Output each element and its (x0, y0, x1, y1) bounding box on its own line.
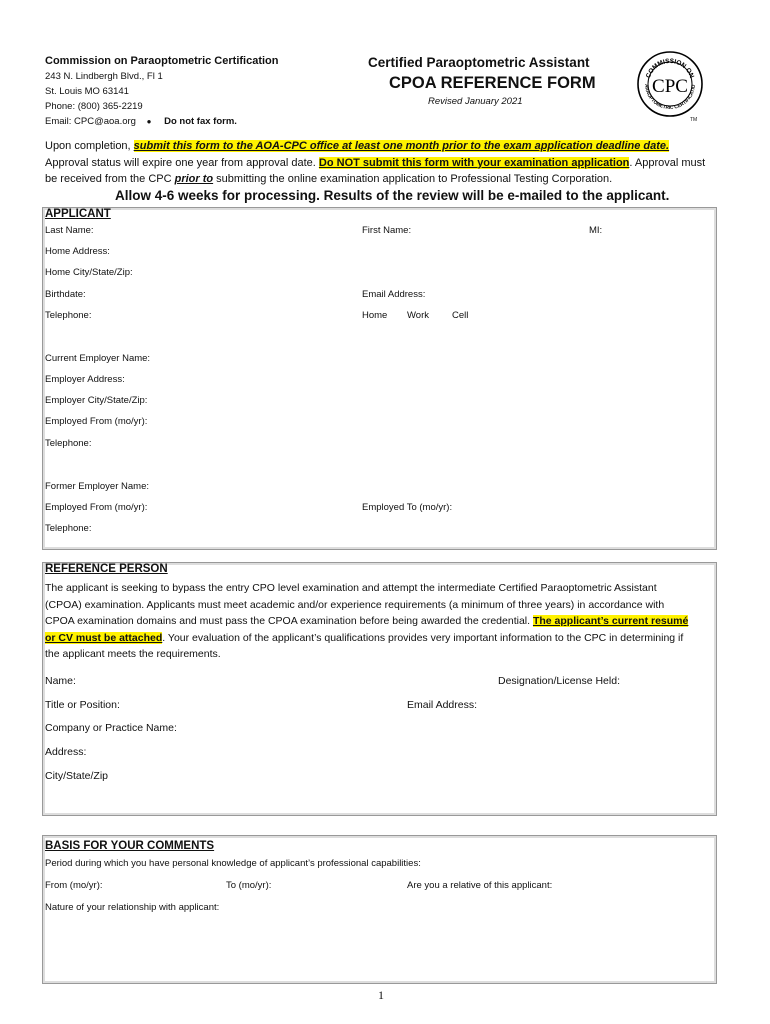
seal-bottom-text: ARAOPTOMETRIC CERTIFICATIO (642, 83, 698, 112)
employer-address-label: Employer Address: (45, 374, 125, 385)
home-address-label: Home Address: (45, 246, 110, 257)
former-telephone-label: Telephone: (45, 523, 92, 534)
from-label: From (mo/yr): (45, 880, 103, 891)
intro-text: . Approval must be received from the CPC (45, 156, 706, 185)
revised-date: Revised January 2021 (428, 96, 523, 107)
former-employed-from-label: Employed From (mo/yr): (45, 502, 148, 513)
intro-text: Upon completion, (45, 140, 134, 152)
processing-notice: Allow 4-6 weeks for processing. Results of the review will be e-mailed to the applicant. (115, 188, 670, 203)
address-line-1: 243 N. Lindbergh Blvd., Fl 1 (45, 71, 163, 82)
basis-section-title: BASIS FOR YOUR COMMENTS (45, 840, 215, 852)
employer-telephone-label: Telephone: (45, 438, 92, 449)
reference-name-label: Name: (45, 675, 76, 687)
birthdate-label: Birthdate: (45, 289, 86, 300)
reference-text: The applicant is seeking to bypass the entry CPO level examination and attempt the intermediate Certified Paraoptometric Assistant (CPOA) examination. Applicants must meet academic and/or experience requirements (a minimum of three years) in accordance with CPOA examination domains and must pass the CPOA examination before being awarded the credential. (45, 582, 665, 627)
form-title-line-2: CPOA REFERENCE FORM (389, 74, 596, 92)
relative-question-label: Are you a relative of this applicant: (407, 880, 553, 891)
reference-city-label: City/State/Zip (45, 770, 109, 782)
employer-city-label: Employer City/State/Zip: (45, 395, 148, 406)
home-city-label: Home City/State/Zip: (45, 267, 133, 278)
mi-label: MI: (589, 225, 603, 236)
applicant-section-title: APPLICANT (45, 208, 111, 220)
reference-email-label: Email Address: (407, 699, 478, 711)
intro-highlight-do-not-submit: Do NOT submit this form with your examination application (318, 156, 630, 169)
reference-address-label: Address: (45, 746, 87, 758)
page-number: 1 (378, 988, 384, 1002)
phone-line: Phone: (800) 365-2219 (45, 101, 143, 112)
knowledge-period-label: Period during which you have personal knowledge of applicant’s professional capabilities: (45, 858, 421, 869)
former-employed-to-label: Employed To (mo/yr): (362, 502, 453, 513)
first-name-label: First Name: (362, 225, 412, 236)
designation-label: Designation/License Held: (498, 675, 620, 687)
phone-type-home: Home (362, 310, 388, 321)
relationship-nature-label: Nature of your relationship with applicant: (45, 902, 220, 913)
phone-type-cell: Cell (452, 310, 469, 321)
cpc-seal-logo (637, 51, 703, 117)
intro-emphasis-prior-to: prior to (174, 173, 214, 185)
applicant-section (42, 207, 717, 550)
last-name-label: Last Name: (45, 225, 94, 236)
reference-person-section (42, 562, 717, 816)
phone-type-work: Work (407, 310, 429, 321)
organization-name: Commission on Paraoptometric Certification (45, 55, 279, 67)
form-title-line-1: Certified Paraoptometric Assistant (368, 55, 590, 70)
intro-highlight-deadline: submit this form to the AOA-CPC office at least one month prior to the exam application deadline date. (133, 140, 670, 152)
bullet-icon: ● (146, 117, 152, 126)
email-text: Email: CPC@aoa.org (45, 116, 136, 127)
no-fax-note: Do not fax form. (164, 116, 237, 127)
seal-top-text: COMMISSION ON (645, 57, 695, 80)
former-employer-label: Former Employer Name: (45, 481, 149, 492)
intro-paragraph (45, 138, 710, 188)
employed-from-label: Employed From (mo/yr): (45, 416, 148, 427)
trademark-mark: TM (690, 117, 698, 123)
telephone-label: Telephone: (45, 310, 92, 321)
current-employer-label: Current Employer Name: (45, 353, 151, 364)
email-label: Email Address: (362, 289, 426, 300)
resume-required-highlight: The applicant’s current resumé or CV must be attached (45, 615, 689, 644)
reference-section-title: REFERENCE PERSON (45, 563, 168, 575)
address-line-2: St. Louis MO 63141 (45, 86, 129, 97)
basis-section (42, 835, 717, 984)
to-label: To (mo/yr): (226, 880, 272, 891)
intro-text: submitting the online examination application to Professional Testing Corporation. (213, 173, 613, 185)
intro-text: Approval status will expire one year from approval date. (45, 156, 319, 169)
seal-monogram: CPC (652, 76, 688, 97)
reference-text: . Your evaluation of the applicant’s qualifications provides very important information to the CPC in determining if the applicant meets the requirements. (45, 631, 684, 660)
reference-instructions (45, 580, 695, 663)
title-position-label: Title or Position: (45, 699, 120, 711)
company-label: Company or Practice Name: (45, 722, 177, 734)
email-line (45, 116, 237, 127)
